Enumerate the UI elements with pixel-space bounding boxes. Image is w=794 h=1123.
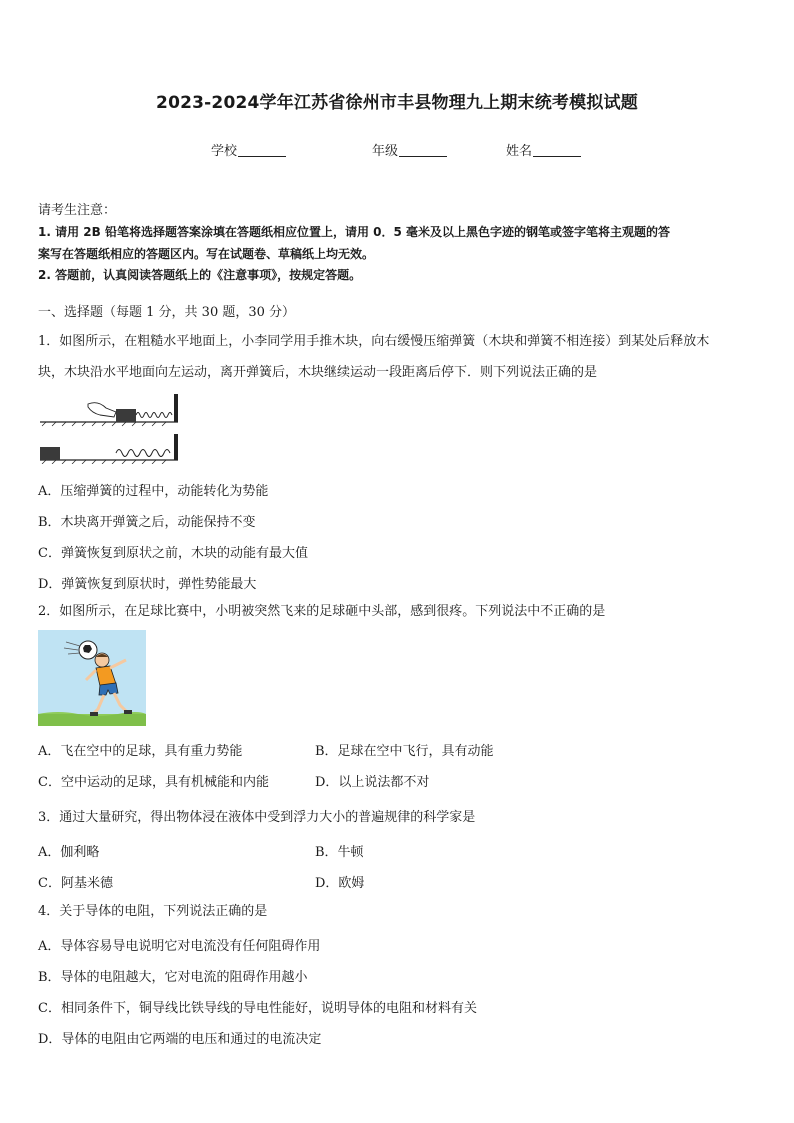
q2-stem: 2．如图所示，在足球比赛中，小明被突然飞来的足球砸中头部，感到很疼。下列说法中不正确的是 <box>38 604 606 619</box>
school-field <box>211 140 286 159</box>
q4-option-a[interactable]: A．导体容易导电说明它对电流没有任何阻碍作用 <box>38 939 321 954</box>
q1-stem-line-1: 1．如图所示，在粗糙水平地面上，小李同学用手推木块，向右缓慢压缩弹簧（木块和弹簧不相连接）到某处后释放木 <box>38 334 710 349</box>
q1-option-c[interactable]: C．弹簧恢复到原状之前，木块的动能有最大值 <box>38 546 308 561</box>
q4-option-c[interactable]: C．相同条件下，铜导线比铁导线的导电性能好，说明导体的电阻和材料有关 <box>38 1001 477 1016</box>
grade-field <box>372 140 447 159</box>
q2-option-b[interactable]: B．足球在空中飞行，具有动能 <box>315 744 494 759</box>
q4-option-d[interactable]: D．导体的电阻由它两端的电压和通过的电流决定 <box>38 1032 322 1047</box>
q2-option-a[interactable]: A．飞在空中的足球，具有重力势能 <box>38 744 243 759</box>
name-label: 姓名 <box>506 144 533 159</box>
q1-figure <box>38 392 183 464</box>
q4-option-b[interactable]: B．导体的电阻越大，它对电流的阻碍作用越小 <box>38 970 308 985</box>
q1-option-a[interactable]: A．压缩弹簧的过程中，动能转化为势能 <box>38 484 269 499</box>
q2-figure <box>38 630 146 726</box>
notice-heading: 请考生注意： <box>38 203 117 218</box>
q3-stem: 3．通过大量研究，得出物体浸在液体中受到浮力大小的普遍规律的科学家是 <box>38 810 476 825</box>
q2-option-d[interactable]: D．以上说法都不对 <box>315 775 430 790</box>
q1-option-d[interactable]: D．弹簧恢复到原状时，弹性势能最大 <box>38 577 257 592</box>
q4-stem: 4．关于导体的电阻，下列说法正确的是 <box>38 904 268 919</box>
q3-option-a[interactable]: A．伽利略 <box>38 845 100 860</box>
q3-option-d[interactable]: D．欧姆 <box>315 876 365 891</box>
name-blank[interactable] <box>533 143 581 157</box>
school-blank[interactable] <box>238 143 286 157</box>
grade-blank[interactable] <box>399 143 447 157</box>
page-title: 2023-2024学年江苏省徐州市丰县物理九上期末统考模拟试题 <box>156 93 638 113</box>
q3-option-c[interactable]: C．阿基米德 <box>38 876 113 891</box>
q2-option-c[interactable]: C．空中运动的足球，具有机械能和内能 <box>38 775 269 790</box>
school-label: 学校 <box>211 144 238 159</box>
q1-stem-line-2: 块，木块沿水平地面向左运动，离开弹簧后，木块继续运动一段距离后停下．则下列说法正确的是 <box>38 365 598 380</box>
grade-label: 年级 <box>372 144 399 159</box>
q3-option-b[interactable]: B．牛顿 <box>315 845 364 860</box>
notice-item-1-line-2: 案写在答题纸相应的答题区内。写在试题卷、草稿纸上均无效。 <box>38 247 375 261</box>
notice-item-1-line-1: 1. 请用 2B 铅笔将选择题答案涂填在答题纸相应位置上，请用 0．5 毫米及以上黑色字迹的钢笔或签字笔将主观题的答 <box>38 225 670 239</box>
section-heading: 一、选择题（每题 1 分，共 30 题，30 分） <box>38 305 296 320</box>
q1-option-b[interactable]: B．木块离开弹簧之后，动能保持不变 <box>38 515 256 530</box>
name-field <box>506 140 581 159</box>
notice-item-2: 2. 答题前，认真阅读答题纸上的《注意事项》，按规定答题。 <box>38 268 362 282</box>
